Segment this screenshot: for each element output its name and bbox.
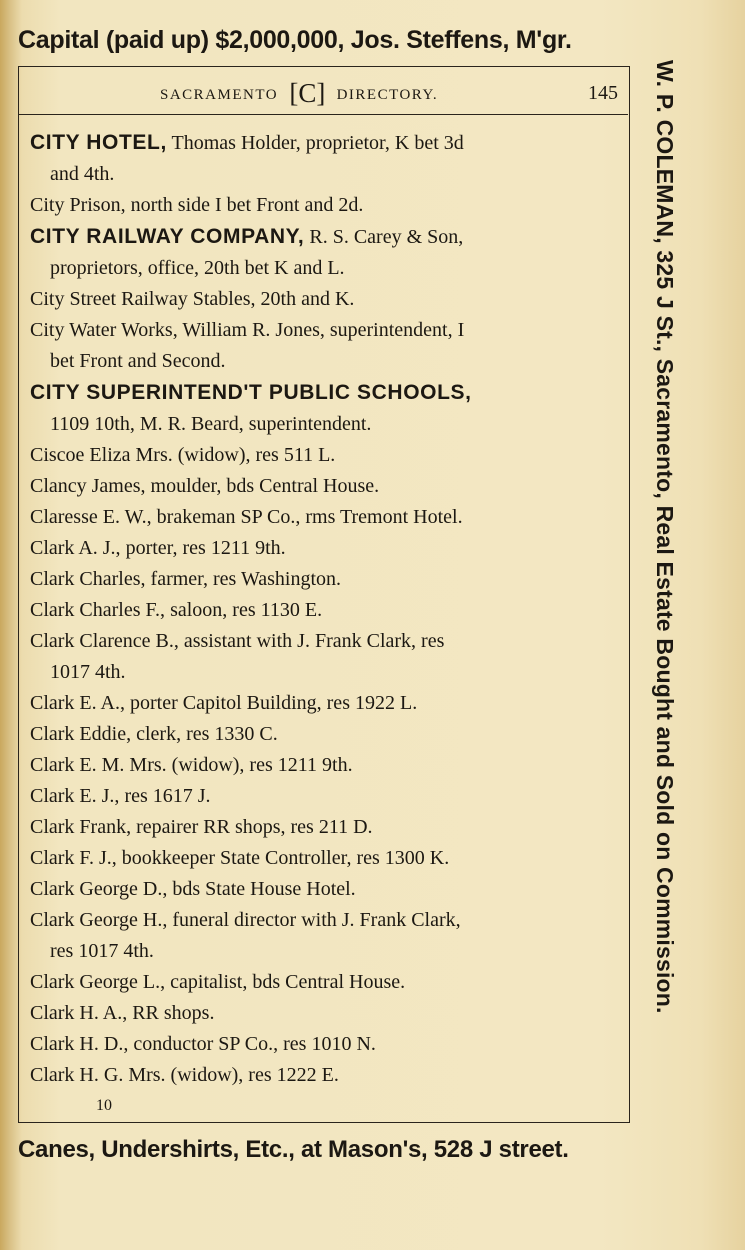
entry-continuation: 1017 4th. — [50, 661, 126, 683]
entry-name: Clancy James, — [30, 475, 146, 497]
directory-entry — [30, 812, 622, 843]
entry-continuation: 1109 10th, M. R. Beard, superintendent. — [50, 413, 372, 435]
directory-entry — [30, 750, 622, 781]
entry-name: Claresse E. W., — [30, 506, 152, 528]
top-advertisement-banner: Capital (paid up) $2,000,000, Jos. Steffens, M'gr. — [18, 26, 572, 54]
entry-continuation: and 4th. — [50, 163, 115, 185]
entry-details: res 1617 J. — [124, 785, 211, 807]
entry-details: RR shops. — [132, 1002, 215, 1024]
entry-name: Clark E. A., — [30, 692, 125, 714]
directory-entry — [30, 221, 622, 284]
entry-name: Clark George D., — [30, 878, 168, 900]
entry-details: bookkeeper State Controller, res 1300 K. — [121, 847, 450, 869]
running-head-right: DIRECTORY. — [336, 87, 439, 103]
entry-details: brakeman SP Co., rms Tremont Hotel. — [156, 506, 463, 528]
running-head — [160, 78, 470, 109]
entry-details: William R. Jones, superintendent, I — [182, 319, 465, 341]
entry-name: CITY HOTEL, — [30, 131, 167, 154]
entry-details: clerk, res 1330 C. — [136, 723, 278, 745]
side-advertisement-text: W. P. COLEMAN, 325 J St., Sacramento, Real Estate Bought and Sold on Commission. — [652, 60, 678, 1014]
directory-entry — [30, 1060, 622, 1091]
directory-entry — [30, 998, 622, 1029]
directory-entry — [30, 595, 622, 626]
entry-details: moulder, bds Central House. — [150, 475, 380, 497]
entry-name: City Street Railway Stables, — [30, 288, 256, 310]
entry-name: CITY RAILWAY COMPANY, — [30, 225, 305, 248]
directory-entry — [30, 781, 622, 812]
entry-name: Clark A. J., — [30, 537, 121, 559]
directory-entries — [30, 127, 622, 1091]
entry-details: 20th and K. — [260, 288, 355, 310]
entry-details: repairer RR shops, res 211 D. — [136, 816, 373, 838]
entry-continuation: res 1017 4th. — [50, 940, 154, 962]
entry-name: Clark H. G. Mrs. — [30, 1064, 166, 1086]
entry-name: Clark H. A., — [30, 1002, 128, 1024]
entry-name: Clark Charles, — [30, 568, 146, 590]
entry-name: Clark Frank, — [30, 816, 132, 838]
entry-details: funeral director with J. Frank Clark, — [172, 909, 461, 931]
entry-name: Ciscoe Eliza Mrs. — [30, 444, 173, 466]
entry-name: Clark Charles F., — [30, 599, 166, 621]
directory-entry — [30, 502, 622, 533]
header-rule — [18, 114, 628, 115]
running-head-left: SACRAMENTO — [160, 87, 279, 103]
entry-details: porter Capitol Building, res 1922 L. — [130, 692, 418, 714]
directory-entry — [30, 127, 622, 190]
side-advertisement — [640, 60, 690, 1140]
entry-details: R. S. Carey & Son, — [309, 226, 464, 248]
directory-entry — [30, 440, 622, 471]
entry-details: (widow), res 1222 E. — [170, 1064, 339, 1086]
entry-name: City Prison, — [30, 194, 126, 216]
bottom-advertisement-banner: Canes, Undershirts, Etc., at Mason's, 528 J street. — [18, 1136, 569, 1163]
directory-entry — [30, 377, 622, 440]
entry-name: Clark George H., — [30, 909, 168, 931]
directory-entry — [30, 284, 622, 315]
entry-name: Clark Clarence B., — [30, 630, 179, 652]
entry-continuation: bet Front and Second. — [50, 350, 226, 372]
entry-details: saloon, res 1130 E. — [170, 599, 323, 621]
entry-details: north side I bet Front and 2d. — [130, 194, 364, 216]
directory-entry — [30, 471, 622, 502]
directory-entry — [30, 315, 622, 377]
directory-entry — [30, 905, 622, 967]
entry-continuation: proprietors, office, 20th bet K and L. — [50, 257, 345, 279]
signature-mark: 10 — [96, 1097, 112, 1114]
entry-details: farmer, res Washington. — [150, 568, 342, 590]
directory-entry — [30, 688, 622, 719]
entry-name: Clark E. M. Mrs. — [30, 754, 167, 776]
entry-details: assistant with J. Frank Clark, res — [183, 630, 445, 652]
entry-name: Clark F. J., — [30, 847, 117, 869]
directory-entry — [30, 564, 622, 595]
entry-name: Clark George L., — [30, 971, 166, 993]
directory-entry — [30, 533, 622, 564]
section-letter: [C] — [289, 78, 326, 108]
entry-name: Clark H. D., — [30, 1033, 129, 1055]
entry-name: Clark E. J., — [30, 785, 120, 807]
entry-details: (widow), res 511 L. — [177, 444, 336, 466]
entry-name: CITY SUPERINTEND'T PUBLIC SCHOOLS, — [30, 381, 472, 404]
directory-entry — [30, 1029, 622, 1060]
directory-entry — [30, 967, 622, 998]
entry-details: Thomas Holder, proprietor, K bet 3d — [171, 132, 464, 154]
entry-name: Clark Eddie, — [30, 723, 132, 745]
entry-name: City Water Works, — [30, 319, 178, 341]
entry-details: porter, res 1211 9th. — [125, 537, 286, 559]
directory-entry — [30, 626, 622, 688]
directory-entry — [30, 719, 622, 750]
entry-details: capitalist, bds Central House. — [170, 971, 406, 993]
entry-details: (widow), res 1211 9th. — [171, 754, 353, 776]
directory-entry — [30, 843, 622, 874]
entry-details: conductor SP Co., res 1010 N. — [133, 1033, 376, 1055]
directory-entry — [30, 874, 622, 905]
page-number: 145 — [588, 82, 618, 104]
directory-entry — [30, 190, 622, 221]
entry-details: bds State House Hotel. — [172, 878, 356, 900]
